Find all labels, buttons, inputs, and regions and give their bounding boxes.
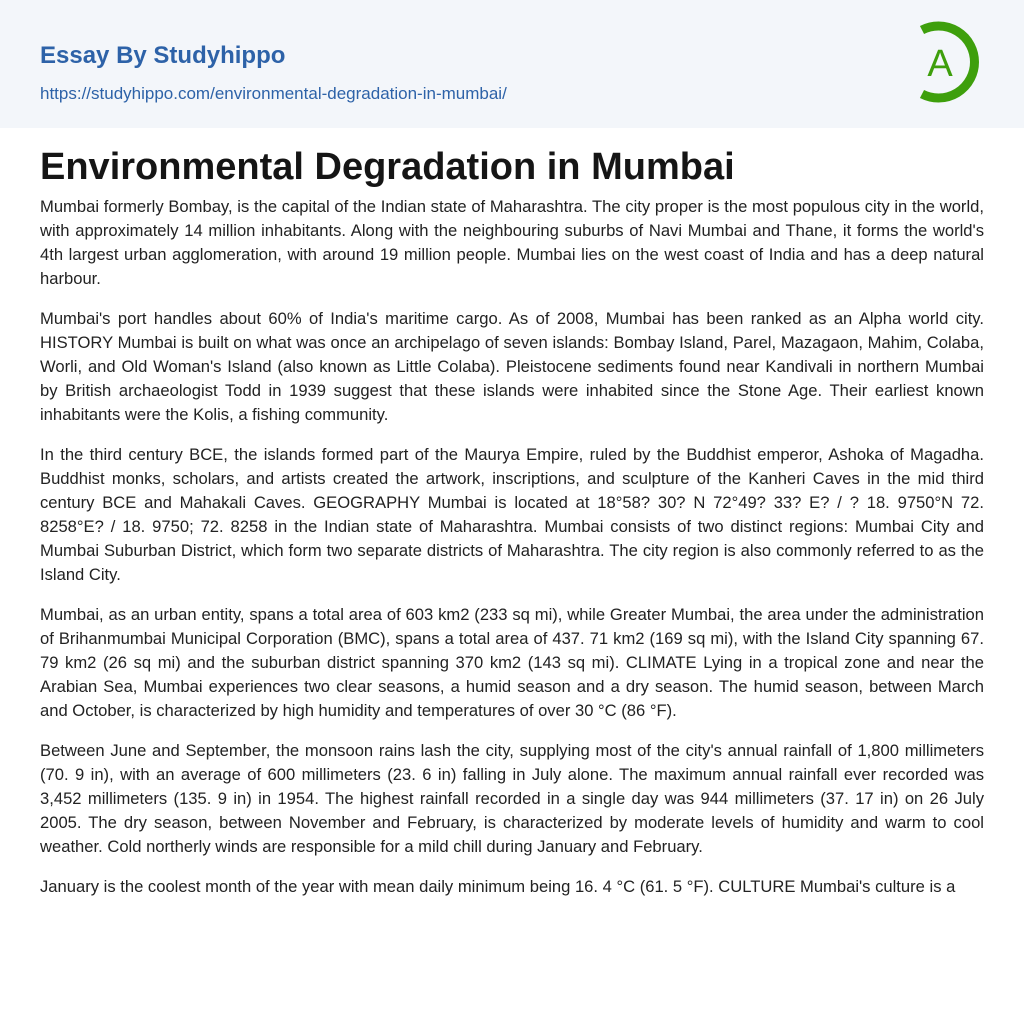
brand-title: Essay By Studyhippo [40,42,286,69]
paragraph: January is the coolest month of the year with mean daily minimum being 16. 4 °C (61. 5 °F). CULTURE Mumbai's culture is a [40,877,956,896]
paragraph: In the third century BCE, the islands formed part of the Maurya Empire, ruled by the Buddhist emperor, Ashoka of Magadha. Buddhist monks, scholars, and artists created the artwork, inscriptions, and sculpture of the Kanheri Caves in the mid third century BCE and Mahakali Caves. GEOGRAPHY Mumbai is located at 18°58? 30? N 72°49? 33? E? / ? 18. 9750°N 72. 8258°E? / 18. 9750; 72. 8258 in the Indian state of Maharashtra. Mumbai consists of two distinct regions: Mumbai City and Mumbai Suburban District, which form two separate districts of Maharashtra. The city region is also commonly referred to as the Island City. [40,445,984,584]
paragraph: Mumbai, as an urban entity, spans a total area of 603 km2 (233 sq mi), while Greater Mumbai, the area under the administration of Brihanmumbai Municipal Corporation (BMC), spans a total area of 437. 71 km2 (169 sq mi), with the Island City spanning 67. 79 km2 (26 sq mi) and the suburban district spanning 370 km2 (143 sq mi). CLIMATE Lying in a tropical zone and near the Arabian Sea, Mumbai experiences two clear seasons, a humid season and a dry season. The humid season, between March and October, is characterized by high humidity and temperatures of over 30 °C (86 °F). [40,605,984,720]
page-title: Environmental Degradation in Mumbai [40,146,735,188]
paragraph: Mumbai formerly Bombay, is the capital of the Indian state of Maharashtra. The city proper is the most populous city in the world, with approximately 14 million inhabitants. Along with the neighbouring suburbs of Navi Mumbai and Thane, it forms the world's 4th largest urban agglomeration, with around 19 million people. Mumbai lies on the west coast of India and has a deep natural harbour. [40,197,984,288]
studyhippo-logo-icon[interactable] [912,18,988,106]
paragraph: Mumbai's port handles about 60% of India's maritime cargo. As of 2008, Mumbai has been ranked as an Alpha world city. HISTORY Mumbai is built on what was once an archipelago of seven islands: Bombay Island, Parel, Mazagaon, Mahim, Colaba, Worli, and Old Woman's Island (also known as Little Colaba). Pleistocene sediments found near Kandivali in northern Mumbai by British archaeologist Todd in 1939 suggest that these islands were inhabited since the Stone Age. Their earliest known inhabitants were the Kolis, a fishing community. [40,309,984,424]
essay-body [40,195,984,915]
site-header [0,0,1024,128]
svg-text:A: A [927,43,953,85]
paragraph: Between June and September, the monsoon rains lash the city, supplying most of the city's annual rainfall of 1,800 millimeters (70. 9 in), with an average of 600 millimeters (23. 6 in) falling in July alone. The maximum annual rainfall ever recorded was 3,452 millimeters (135. 9 in) in 1954. The highest rainfall recorded in a single day was 944 millimeters (37. 17 in) on 26 July 2005. The dry season, between November and February, is characterized by moderate levels of humidity and warm to cool weather. Cold northerly winds are responsible for a mild chill during January and February. [40,741,984,856]
essay-url-link[interactable]: https://studyhippo.com/environmental-degradation-in-mumbai/ [40,84,507,103]
